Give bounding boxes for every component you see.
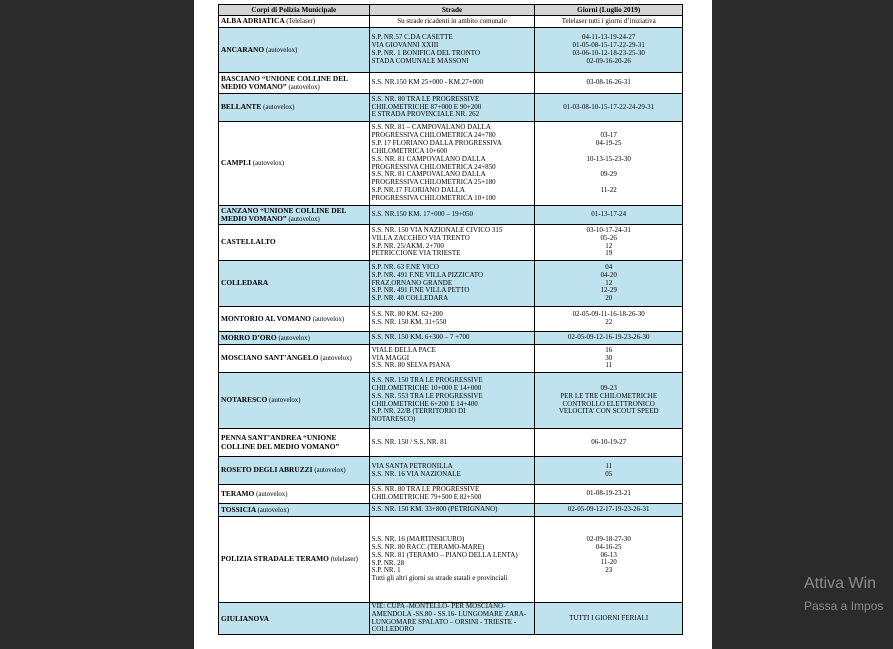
days-line xyxy=(537,575,680,583)
device-type-note: (autovelox) xyxy=(263,104,295,112)
police-corps-cell xyxy=(219,332,370,345)
city-name: ANCARANO xyxy=(221,44,265,54)
road-line: VIA GIOVANNI XXIII xyxy=(371,41,439,50)
city-name: ROSETO DEGLI ABRUZZI xyxy=(221,465,313,475)
roads-cell xyxy=(369,517,535,603)
road-line: S.P. NR. 491 F.NE VILLA PETTO xyxy=(371,286,470,295)
police-corps-cell xyxy=(219,485,370,504)
police-corps-cell xyxy=(219,225,370,261)
activation-watermark-subtitle: Passa a Impos xyxy=(804,599,884,613)
road-line: S.S. NR.150 KM. 17+000 – 19+050 xyxy=(371,210,474,219)
header-days: Giorni (Luglio 2019) xyxy=(535,5,683,16)
roads-cell xyxy=(369,504,535,517)
police-corps-cell xyxy=(219,28,370,73)
table-row xyxy=(219,457,683,485)
city-name: CASTELLALTO xyxy=(221,237,276,247)
city-name: TOSSICIA xyxy=(221,504,256,514)
days-line: 04-11-13-19-24-27 xyxy=(581,33,636,42)
days-cell xyxy=(535,504,683,517)
roads-cell xyxy=(369,73,535,94)
days-line: 01-08-19-23-21 xyxy=(586,489,631,498)
road-line: PROGRESSIVA CHILOMETRICA 24+780 xyxy=(371,131,496,140)
road-line: S.S. NR. 81 CAMPOVALANO DALLA xyxy=(371,170,486,179)
road-line: Tutti gli altri giorni su strade statali e provinciali xyxy=(371,574,508,583)
roads-cell xyxy=(369,94,535,122)
days-line: 12 xyxy=(605,241,613,250)
device-type-note: (autovelox) xyxy=(288,215,320,223)
device-type-note: (autovelox) xyxy=(257,506,289,514)
days-line: 03-08-16-26-31 xyxy=(586,78,631,87)
days-line: 05 xyxy=(605,469,613,478)
days-cell xyxy=(535,73,683,94)
device-type-note: (autovelox) xyxy=(278,334,310,342)
days-line: 04-20 xyxy=(600,270,617,279)
days-cell xyxy=(535,429,683,457)
roads-cell xyxy=(369,307,535,332)
device-type-note: (autovelox) xyxy=(314,467,346,475)
road-line: S.P. NR. 40 COLLEDARA xyxy=(371,294,449,303)
days-line: 06-13 xyxy=(600,550,617,559)
road-line: STADA COMUNALE MASSONI xyxy=(371,56,469,65)
table-row xyxy=(219,28,683,73)
days-line: 09-23 xyxy=(600,383,617,392)
document-page xyxy=(194,0,712,649)
roads-cell xyxy=(369,225,535,261)
road-line: S.P. NR. 491 F.NE VILLA PIZZICATO xyxy=(371,270,483,279)
device-type-note: (telelaser) xyxy=(330,556,358,564)
police-corps-cell xyxy=(219,307,370,332)
activation-watermark-title: Attiva Win xyxy=(804,575,877,592)
police-corps-cell xyxy=(219,206,370,225)
road-line: PETRICCIONE VIA TRIESTE xyxy=(371,249,461,258)
days-line: 02-05-09-11-16-18-26-30 xyxy=(572,310,645,319)
days-line: 11 xyxy=(605,361,613,370)
road-line: NOTARESCO) xyxy=(371,415,416,424)
days-line: 06-10-19-27 xyxy=(591,437,627,446)
police-corps-cell xyxy=(219,122,370,206)
days-line: 01-03-08-10-15-17-22-24-29-31 xyxy=(563,102,655,111)
road-line: PROGRESSIVA CHILOMETRICA 24+850 xyxy=(371,162,496,171)
road-line: S.P. NR.17 FLORIANO DALLA xyxy=(371,185,465,194)
road-line: Su strade ricadenti in ambito comunale xyxy=(397,16,507,25)
road-line: S.P. 17 FLORIANO DALLA PROGRESSIVA xyxy=(371,139,502,148)
roads-cell xyxy=(369,429,535,457)
road-line: VIE: CUPA -MONTELLO- PER MOSCIANO- xyxy=(371,602,506,610)
police-corps-cell xyxy=(219,429,370,457)
days-line: 20 xyxy=(605,294,613,303)
road-line: AMENDOLA -SS.80 - SS.16- LUNGOMARE ZARA- xyxy=(371,609,527,618)
police-corps-cell xyxy=(219,73,370,94)
days-line: 22 xyxy=(605,318,613,326)
days-line: TUTTI I GIORNI FERIALI xyxy=(569,613,649,622)
roads-cell xyxy=(369,457,535,485)
table-row xyxy=(219,261,683,307)
days-cell xyxy=(535,345,683,373)
days-line: 16 xyxy=(605,345,613,354)
road-line: S.S. NR. 16 (MARTINSICURO) xyxy=(371,535,465,544)
road-line: S.S. NR. 16 VIA NAZIONALE xyxy=(371,469,461,478)
road-line: S.S. NR. 81 – CAMPOVALANO DALLA xyxy=(371,123,491,132)
table-row xyxy=(219,94,683,122)
road-line: COLLEDORO xyxy=(371,625,414,634)
device-type-note: (autovelox) xyxy=(256,490,288,498)
road-line: E STRADA PROVINCIALE NR. 262 xyxy=(371,110,480,119)
city-name: CAMPLI xyxy=(221,158,251,168)
table-row xyxy=(219,485,683,504)
days-line: 03-10-17-24-31 xyxy=(586,225,631,234)
road-line: S.S. NR. 150 TRA LE PROGRESSIVE xyxy=(371,376,483,385)
days-line: 19 xyxy=(605,249,613,258)
roads-cell xyxy=(369,485,535,504)
road-line: S.S. NR. 81 CAMPOVALANO DALLA xyxy=(371,154,486,163)
days-line: 04-19-25 xyxy=(595,138,622,147)
city-name: COLLEDARA xyxy=(221,278,269,288)
police-corps-cell xyxy=(219,603,370,635)
table-row xyxy=(219,517,683,603)
device-type-note: (autovelox) xyxy=(252,160,285,168)
city-name: BASCIANO “UNIONE COLLINE DEL MEDIO VOMANO” xyxy=(221,73,348,91)
road-line: S.S. NR. 80 RACC (TERAMO-MARE) xyxy=(371,542,485,551)
table-row xyxy=(219,332,683,345)
city-name: MORRO D’ORO xyxy=(221,332,277,342)
header-roads: Strade xyxy=(369,5,535,16)
days-cell xyxy=(535,16,683,28)
road-line: PROGRESSIVA CHILOMETRICA 10+100 xyxy=(371,193,496,202)
days-line: 11-20 xyxy=(600,558,617,567)
table-row xyxy=(219,373,683,429)
table-row xyxy=(219,307,683,332)
days-cell xyxy=(535,517,683,603)
table-row xyxy=(219,73,683,94)
days-line: VELOCITA’ CON SCOUT SPEED xyxy=(558,407,659,416)
roads-cell xyxy=(369,122,535,206)
road-line: PROGRESSIVA CHILOMETRICA 25+180 xyxy=(371,178,496,187)
road-line: S.S. NR. 150 VIA NAZIONALE CIVICO 315 xyxy=(371,225,503,234)
days-line: 10-13-15-23-30 xyxy=(586,154,631,163)
device-type-note: (autovelox) xyxy=(320,355,352,363)
days-cell xyxy=(535,603,683,635)
days-cell xyxy=(535,122,683,206)
police-corps-cell xyxy=(219,16,370,28)
device-type-note: (autovelox) xyxy=(269,397,301,405)
city-name: CANZANO “UNIONE COLLINE DEL MEDIO VOMANO” xyxy=(221,205,347,223)
road-line: FRAZ.ORNANO GRANDE xyxy=(371,278,453,287)
days-line: 12 xyxy=(605,278,613,287)
days-line: 02-09-18-27-30 xyxy=(586,534,631,543)
road-line: VIA MAGGI xyxy=(371,353,410,362)
days-line: 04-16-25 xyxy=(595,542,622,551)
days-line: 02-05-09-12-17-19-23-26-31 xyxy=(567,505,650,514)
roads-cell xyxy=(369,16,535,28)
table-row xyxy=(219,603,683,635)
days-line: PER LE TRE CHILOMETRICHE xyxy=(560,391,658,400)
road-line: S.P. NR. 1 xyxy=(371,566,401,575)
roads-cell xyxy=(369,261,535,307)
roads-cell xyxy=(369,206,535,225)
device-type-note: (autovelox) xyxy=(312,315,345,323)
city-name: POLIZIA STRADALE TERAMO xyxy=(221,554,329,564)
road-line: S.P. NR. 28 xyxy=(371,558,405,567)
road-line: S.P. NR. 63 F.NE VICO xyxy=(371,262,439,271)
days-cell xyxy=(535,225,683,261)
table-row xyxy=(219,429,683,457)
road-line: S.P. NR.57 C.DA CASETTE xyxy=(371,33,453,42)
police-corps-cell xyxy=(219,517,370,603)
roads-cell xyxy=(369,28,535,73)
road-line: CHILOMETRICHE 87+000 E 90+200 xyxy=(371,102,482,111)
road-line: CHILOMETRICHE 79+500 E 82+500 xyxy=(371,493,482,501)
table-row xyxy=(219,206,683,225)
road-line: S.S. NR. 150 KM. 31+550 xyxy=(371,318,447,326)
roads-cell xyxy=(369,332,535,345)
days-line: 05-26 xyxy=(600,233,617,242)
days-line: 03-06-10-12-18-23-25-30 xyxy=(572,49,645,57)
days-line: 12-29 xyxy=(600,286,617,295)
road-line: S.S. NR. 150 KM. 6+300 – 7 +700 xyxy=(371,333,470,342)
table-header-row xyxy=(219,5,683,16)
days-line: CONTROLLO ELETTRONICO xyxy=(562,399,655,408)
police-corps-cell xyxy=(219,504,370,517)
city-name: TERAMO xyxy=(221,488,255,498)
road-line: S.S. NR. 81 (TERAMO – PIANO DELLA LENTA) xyxy=(371,550,518,559)
city-name: MONTORIO AL VOMANO xyxy=(221,313,311,323)
road-line: CHILOMETRICA 10+600 xyxy=(371,146,448,155)
days-line: 02-05-09-12-16-19-23-26-30 xyxy=(567,333,650,342)
days-line: 01-13-17-24 xyxy=(591,210,627,219)
speed-camera-table xyxy=(218,4,683,635)
road-line: S.P. NR. 1 BONIFICA DEL TRONTO xyxy=(371,49,480,57)
days-line: 01-05-08-15-17-22-29-31 xyxy=(572,41,645,50)
days-cell xyxy=(535,485,683,504)
city-name: BELLANTE xyxy=(221,102,262,112)
road-line: CHILOMETRICHE 6+200 E 14+400 xyxy=(371,399,478,408)
device-type-note: (autovelox) xyxy=(288,83,320,91)
road-line: VIA SANTA PETRONILLA xyxy=(371,461,453,470)
road-line: VILLA ZACCHEO VIA TRENTO xyxy=(371,233,470,242)
road-line: S.P. NR. 22/B (TERRITORIO DI xyxy=(371,407,466,416)
police-corps-cell xyxy=(219,94,370,122)
roads-cell xyxy=(369,603,535,635)
city-name: PENNA SANT’ANDREA “UNIONE COLLINE DEL MEDIO VOMANO” xyxy=(221,433,340,451)
table-row xyxy=(219,122,683,206)
road-line: S.S. NR. 553 TRA LE PROGRESSIVE xyxy=(371,391,483,400)
days-cell xyxy=(535,307,683,332)
days-cell xyxy=(535,373,683,429)
police-corps-cell xyxy=(219,261,370,307)
table-row xyxy=(219,345,683,373)
road-line: S.S. NR. 80 TRA LE PROGRESSIVE xyxy=(371,94,480,103)
table-row xyxy=(219,504,683,517)
days-cell xyxy=(535,457,683,485)
days-line: 03-17 xyxy=(600,130,617,139)
road-line: VIALE DELLA PACE xyxy=(371,345,436,354)
police-corps-cell xyxy=(219,457,370,485)
table-row xyxy=(219,16,683,28)
police-corps-cell xyxy=(219,373,370,429)
city-name: ALBA ADRIATICA xyxy=(221,16,285,26)
table-row xyxy=(219,225,683,261)
road-line: S.S. NR. 80 TRA LE PROGRESSIVE xyxy=(371,485,480,494)
days-line: 04 xyxy=(605,262,613,271)
days-line: 23 xyxy=(605,566,613,575)
city-name: NOTARESCO xyxy=(221,395,268,405)
device-type-note: (autovelox) xyxy=(265,46,298,54)
road-line: S.S. NR. 150 / S.S. NR. 81 xyxy=(371,437,448,446)
days-cell xyxy=(535,94,683,122)
days-line: 11 xyxy=(605,461,613,470)
days-line: Telelaser tutti i giorni d’iniziativa xyxy=(561,16,656,25)
roads-cell xyxy=(369,373,535,429)
road-line: S.S. NR. 80 KM. 62+200 xyxy=(371,310,443,319)
table-body xyxy=(219,16,683,635)
days-cell xyxy=(535,332,683,345)
days-line: 30 xyxy=(605,353,613,362)
road-line: CHILOMETRICHE 10+000 E 14+000 xyxy=(371,383,482,392)
roads-cell xyxy=(369,345,535,373)
road-line: LUNGOMARE SPALATO – ORSINI - TRIESTE - xyxy=(371,617,517,626)
header-police-corps: Corpi di Polizia Municipale xyxy=(219,5,370,16)
road-line: S.S. NR. 80 SELVA PIANA xyxy=(371,361,451,370)
police-corps-cell xyxy=(219,345,370,373)
days-cell xyxy=(535,206,683,225)
days-cell xyxy=(535,261,683,307)
days-line: 11-22 xyxy=(600,186,617,195)
road-line: S.S. NR. 150 KM. 33+800 (PETRIGNANO) xyxy=(371,505,498,514)
road-line: S.S. NR.150 KM 25+000 - KM.27+000 xyxy=(371,78,484,87)
days-cell xyxy=(535,28,683,73)
city-name: GIULIANOVA xyxy=(221,613,269,623)
device-type-note: (Telelaser) xyxy=(286,18,316,26)
road-line: S.P. NR. 25/AKM. 2+700 xyxy=(371,241,444,250)
days-line: 02-09-16-20-26 xyxy=(586,56,631,65)
city-name: MOSCIANO SANT’ANGELO xyxy=(221,353,319,363)
days-line: 09-29 xyxy=(600,170,617,179)
